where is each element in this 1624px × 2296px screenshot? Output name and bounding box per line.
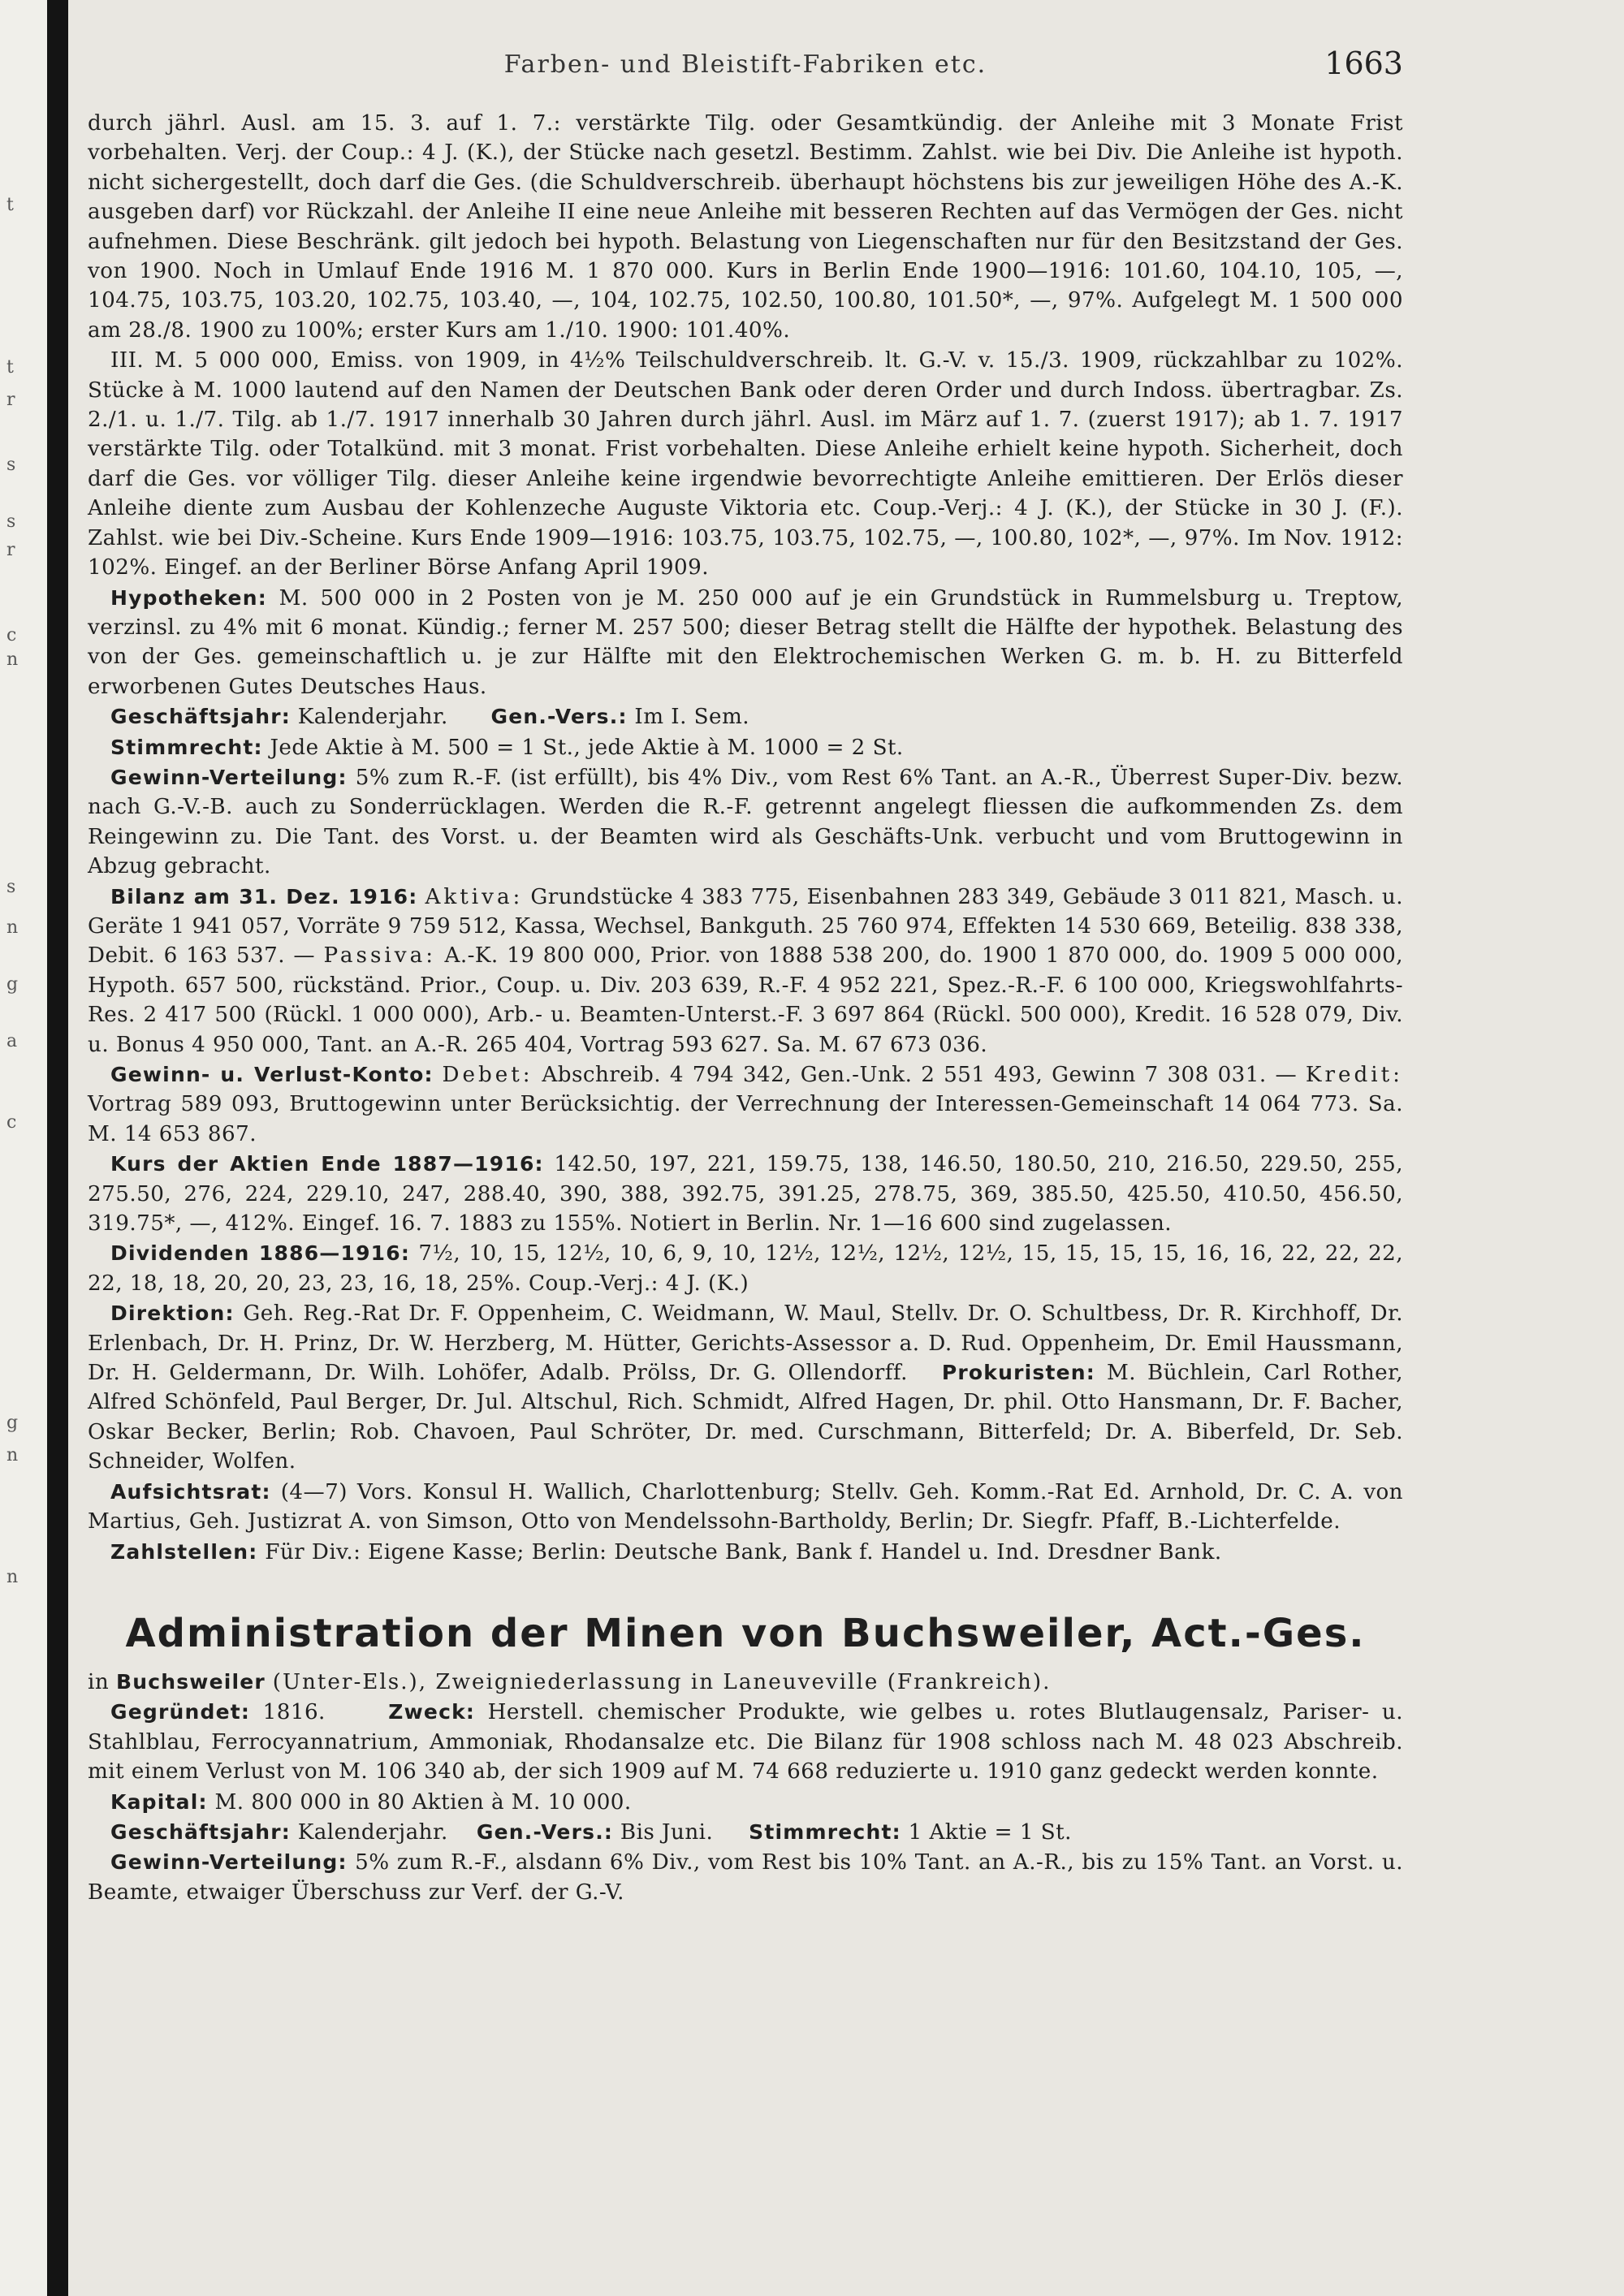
genvers-text: Im I. Sem. xyxy=(634,705,750,730)
margin-fragment: s xyxy=(6,877,16,897)
geschaeftsjahr-entry xyxy=(88,702,1403,732)
dividenden-entry xyxy=(88,1239,1403,1298)
gewinn-verteilung-text: 5% zum R.-F. (ist erfüllt), bis 4% Div., vom Rest 6% Tant. an A.-R., Überrest Super-Div. bezw. nach G.-V.-B. auch zu Sonderrücklagen. Werden die R.-F. getrennt angelegt fliessen die aufkommenden Zs. dem Reingewinn zu. Die Tant. des Vorst. u. der Beamten wird als Geschäfts-Unk. verbucht und vom Bruttogewinn in Abzug gebracht. xyxy=(88,765,1403,879)
zahlstellen-label: Zahlstellen: xyxy=(110,1539,258,1564)
margin-fragment: a xyxy=(6,1031,18,1051)
margin-fragment: r xyxy=(6,390,15,410)
prokuristen-text: M. Büchlein, Carl Rother, Alfred Schönfeld, Paul Berger, Dr. Jul. Altschul, Rich. Schmidt, Alfred Hagen, Dr. phil. Otto Hansmann, Dr. F. Bacher, Oskar Becker, Berlin; Rob. Chavoen, Paul Schröter, Dr. med. Curschmann, Bitterfeld; Dr. A. Biberfeld, Dr. Seb. Schneider, Wolfen. xyxy=(88,1361,1403,1474)
kapital-label: Kapital: xyxy=(110,1789,208,1814)
stimmrecht-entry xyxy=(88,733,1403,762)
page-binding-shadow xyxy=(47,0,68,2296)
guv-kredit-text: Vortrag 589 093, Bruttogewinn unter Berücksichtig. der Verrechnung der Interessen-Gemeinschaft 14 064 773. Sa. M. 14 653 867. xyxy=(88,1092,1403,1146)
stimmrecht2-label: Stimmrecht: xyxy=(749,1819,901,1844)
gewinn-verteilung-entry xyxy=(88,763,1403,882)
guv-label: Gewinn- u. Verlust-Konto: xyxy=(110,1063,434,1086)
geschaeftsjahr-text: Kalenderjahr. xyxy=(297,705,448,730)
zweck-text: Herstell. chemischer Produkte, wie gelbes u. rotes Blutlaugensalz, Pariser- u. Stahlblau, Ferrocyannatrium, Ammoniak, Rhodansalze etc. Die Bilanz für 1908 schloss nach M. 48 023 Abschreib. mit einem Verlust von M. 106 340 ab, der sich 1909 auf M. 74 668 reduzierte u. 1910 ganz gedeckt werden konnte. xyxy=(88,1700,1403,1785)
stimmrecht-label: Stimmrecht: xyxy=(110,735,263,759)
direktion-label: Direktion: xyxy=(110,1301,235,1326)
document-page xyxy=(88,41,1403,2281)
bilanz-entry xyxy=(88,883,1403,1060)
bilanz-passiva-text: A.-K. 19 800 000, Prior. von 1888 538 200, do. 1900 1 870 000, do. 1909 5 000 000, Hypoth. 657 500, rückständ. Prior., Coup. u. Div. 203 639, R.-F. 4 952 221, Spez.-R.-F. 6 100 000, Kriegswohlfahrts-Res. 2 417 500 (Rückl. 1 000 000), Arb.- u. Beamten-Unterst.-F. 3 697 864 (Rückl. 500 000), Kredit. 16 528 079, Div. u. Bonus 4 950 000, Tant. an A.-R. 265 404, Vortrag 593 627. Sa. M. 67 673 036. xyxy=(88,943,1403,1057)
sitz-entry xyxy=(88,1668,1403,1697)
bilanz-label: Bilanz am 31. Dez. 1916: xyxy=(110,884,418,908)
margin-fragment: g xyxy=(6,1413,19,1433)
kapital-entry xyxy=(88,1788,1403,1817)
hypotheken-text: M. 500 000 in 2 Posten von je M. 250 000 auf je ein Grundstück in Rummelsburg u. Treptow, verzinsl. zu 4% mit 6 monat. Kündig.; ferner M. 257 500; dieser Betrag stellt die Hälfte der hypothek. Belastung des von der Ges. gemeinschaftlich u. je zur Hälfte mit den Elektrochemischen Werken G. m. b. H. zu Bitterfeld erworbenen Gutes Deutsches Haus. xyxy=(88,585,1403,699)
gewinn-verteilung2-text: 5% zum R.-F., alsdann 6% Div., vom Rest bis 10% Tant. an A.-R., bis zu 15% Tant. an Vorst. u. Beamte, etwaiger Überschuss zur Verf. der G.-V. xyxy=(88,1850,1403,1905)
aufsichtsrat-label: Aufsichtsrat: xyxy=(110,1479,271,1504)
margin-fragment: g xyxy=(6,974,19,995)
guv-kredit-label: Kredit: xyxy=(1305,1063,1403,1087)
margin-fragment: c xyxy=(6,625,17,645)
loan-terms-paragraph: durch jährl. Ausl. am 15. 3. auf 1. 7.: verstärkte Tilg. oder Gesamtkündig. der Anleihe mit 3 Monate Frist vorbehalten. Verj. der Coup.: 4 J. (K.), der Stücke nach gesetzl. Bestimm. Zahlst. wie bei Div. Die Anleihe ist hypoth. nicht sichergestellt, doch darf die Ges. (die Schuldverschreib. überhaupt höchstens bis zur jeweiligen Höhe des A.-K. ausgeben darf) vor Rückzahl. der Anleihe II eine neue Anleihe mit besseren Rechten auf das Vermögen der Ges. nicht aufnehmen. Diese Beschränk. gilt jedoch bei hypoth. Belastung von Liegenschaften nur für den Besitzstand der Ges. von 1900. Noch in Umlauf Ende 1916 M. 1 870 000. Kurs in Berlin Ende 1900—1916: 101.60, 104.10, 105, —, 104.75, 103.75, 103.20, 102.75, 103.40, —, 104, 102.75, 102.50, 100.80, 101.50*, —, 97%. Aufgelegt M. 1 500 000 am 28./8. 1900 zu 100%; erster Kurs am 1./10. 1900: 101.40%. xyxy=(88,111,1403,343)
guv-debet-label: Debet: xyxy=(442,1063,533,1087)
sitz-label: Buchsweiler xyxy=(115,1669,266,1694)
margin-fragment: n xyxy=(6,650,19,670)
sitz-prefix: in xyxy=(88,1669,110,1694)
zahlstellen-text: Für Div.: Eigene Kasse; Berlin: Deutsche Bank, Bank f. Handel u. Ind. Dresdner Bank. xyxy=(265,1539,1222,1564)
aufsichtsrat-entry xyxy=(88,1478,1403,1537)
margin-fragment: r xyxy=(6,540,15,560)
kurs-text: 142.50, 197, 221, 159.75, 138, 146.50, 180.50, 210, 216.50, 229.50, 255, 275.50, 276, 224, 229.10, 247, 288.40, 390, 388, 392.75, 391.25, 278.75, 369, 385.50, 425.50, 410.50, 456.50, 319.75*, —, 412%. Eingef. 16. 7. 1883 zu 155%. Notiert in Berlin. Nr. 1—16 600 sind zugelassen. xyxy=(88,1152,1403,1236)
dividenden-label: Dividenden 1886—1916: xyxy=(110,1241,411,1266)
loan-iii-paragraph: III. M. 5 000 000, Emiss. von 1909, in 4½% Teilschuldverschreib. lt. G.-V. v. 15./3. 1909, rückzahlbar zu 102%. Stücke à M. 1000 lautend auf den Namen der Deutschen Bank oder deren Order und durch Indoss. übertragbar. Zs. 2./1. u. 1./7. Tilg. ab 1./7. 1917 innerhalb 30 Jahren durch jährl. Ausl. im März auf 1. 7. (zuerst 1917); ab 1. 7. 1917 verstärkte Tilg. oder Totalkünd. mit 3 monat. Frist vorbehalten. Diese Anleihe erhielt keine hypoth. Sicherheit, doch darf die Ges. vor völliger Tilg. dieser Anleihe keine irgendwie bevorrechtigte Anleihe emittieren. Der Erlös dieser Anleihe diente zum Ausbau der Kohlenzeche Auguste Viktoria etc. Coup.-Verj.: 4 J. (K.), der Stücke in 30 J. (F.). Zahlst. wie bei Div.-Scheine. Kurs Ende 1909—1916: 103.75, 103.75, 102.75, —, 100.80, 102*, —, 97%. Im Nov. 1912: 102%. Eingef. an der Berliner Börse Anfang April 1909. xyxy=(88,348,1403,580)
kurs-label: Kurs der Aktien Ende 1887—1916: xyxy=(110,1152,544,1176)
guv-debet-text: Abschreib. 4 794 342, Gen.-Unk. 2 551 493, Gewinn 7 308 031. — xyxy=(542,1063,1298,1087)
geschaeftsjahr2-text: Kalenderjahr. xyxy=(297,1819,448,1845)
geschaeftsjahr-label: Geschäftsjahr: xyxy=(110,705,291,729)
gegruendet-text: 1816. xyxy=(262,1700,326,1725)
margin-fragment: s xyxy=(6,455,16,475)
geschaeftsjahr2-entry xyxy=(88,1818,1403,1847)
genvers2-label: Gen.-Vers.: xyxy=(476,1819,614,1844)
bilanz-passiva-label: Passiva: xyxy=(323,943,437,969)
gewinn-verteilung2-label: Gewinn-Verteilung: xyxy=(110,1850,348,1875)
running-head: Farben- und Bleistift-Fabriken etc. xyxy=(503,50,987,79)
zweck-label: Zweck: xyxy=(388,1700,476,1724)
company-title: Administration der Minen von Buchsweiler, Act.-Ges. xyxy=(125,1610,1366,1656)
hypotheken-label: Hypotheken: xyxy=(110,585,267,610)
genvers-label: Gen.-Vers.: xyxy=(490,705,628,729)
direktion-entry xyxy=(88,1299,1403,1476)
gegruendet-entry xyxy=(88,1698,1403,1786)
page-number: 1663 xyxy=(1324,45,1403,81)
kurs-entry xyxy=(88,1150,1403,1238)
geschaeftsjahr2-label: Geschäftsjahr: xyxy=(110,1819,291,1844)
margin-fragment: n xyxy=(6,1567,19,1587)
genvers2-text: Bis Juni. xyxy=(620,1819,714,1845)
zahlstellen-entry xyxy=(88,1538,1403,1567)
guv-entry xyxy=(88,1060,1403,1149)
hypotheken-entry xyxy=(88,584,1403,702)
page-header xyxy=(88,41,1403,91)
margin-fragment: t xyxy=(6,195,14,215)
stimmrecht-text: Jede Aktie à M. 500 = 1 St., jede Aktie à M. 1000 = 2 St. xyxy=(270,735,904,760)
bilanz-aktiva-label: Aktiva: xyxy=(425,884,524,909)
dividenden-text: 7½, 10, 15, 12½, 10, 6, 9, 10, 12½, 12½, 12½, 12½, 15, 15, 15, 15, 16, 16, 22, 22, 22, 22, 18, 18, 20, 20, 23, 23, 16, 18, 25%. Coup.-Verj.: 4 J. (K.) xyxy=(88,1241,1404,1296)
stimmrecht2-text: 1 Aktie = 1 St. xyxy=(908,1819,1072,1845)
aufsichtsrat-text: (4—7) Vors. Konsul H. Wallich, Charlottenburg; Stellv. Geh. Komm.-Rat Ed. Arnhold, Dr. C. A. von Martius, Geh. Justizrat A. von Simson, Otto von Mendelssohn-Bartholdy, Berlin; Dr. Siegfr. Pfaff, B.-Lichterfelde. xyxy=(88,1479,1403,1534)
sitz-text: (Unter-Els.), Zweigniederlassung in Laneuveville (Frankreich). xyxy=(272,1669,1052,1694)
kapital-text: M. 800 000 in 80 Aktien à M. 10 000. xyxy=(214,1789,632,1815)
gewinn-verteilung-label: Gewinn-Verteilung: xyxy=(110,765,348,789)
margin-fragment: t xyxy=(6,357,14,378)
left-margin xyxy=(0,0,47,2296)
bilanz-aktiva-text: Grundstücke 4 383 775, Eisenbahnen 283 349, Gebäude 3 011 821, Masch. u. Geräte 1 941 057, Vorräte 9 759 512, Kassa, Wechsel, Bankguth. 25 760 974, Effekten 14 530 669, Beteilig. 838 338, Debit. 6 163 537. — xyxy=(88,884,1403,969)
direktion-text: Geh. Reg.-Rat Dr. F. Oppenheim, C. Weidmann, W. Maul, Stellv. Dr. O. Schultbess, Dr. R. Kirchhoff, Dr. Erlenbach, Dr. H. Prinz, Dr. W. Herzberg, M. Hütter, Gerichts-Assessor a. D. Rud. Oppenheim, Dr. Emil Haussmann, Dr. H. Geldermann, Dr. Wilh. Lohöfer, Adalb. Prölss, Dr. G. Ollendorff. xyxy=(88,1301,1403,1386)
margin-fragment: n xyxy=(6,1445,19,1465)
margin-fragment: s xyxy=(6,511,16,532)
gewinn-verteilung2-entry xyxy=(88,1848,1403,1907)
margin-fragment: c xyxy=(6,1112,17,1133)
gegruendet-label: Gegründet: xyxy=(110,1700,251,1724)
margin-fragment: n xyxy=(6,917,19,938)
prokuristen-label: Prokuristen: xyxy=(941,1361,1095,1385)
